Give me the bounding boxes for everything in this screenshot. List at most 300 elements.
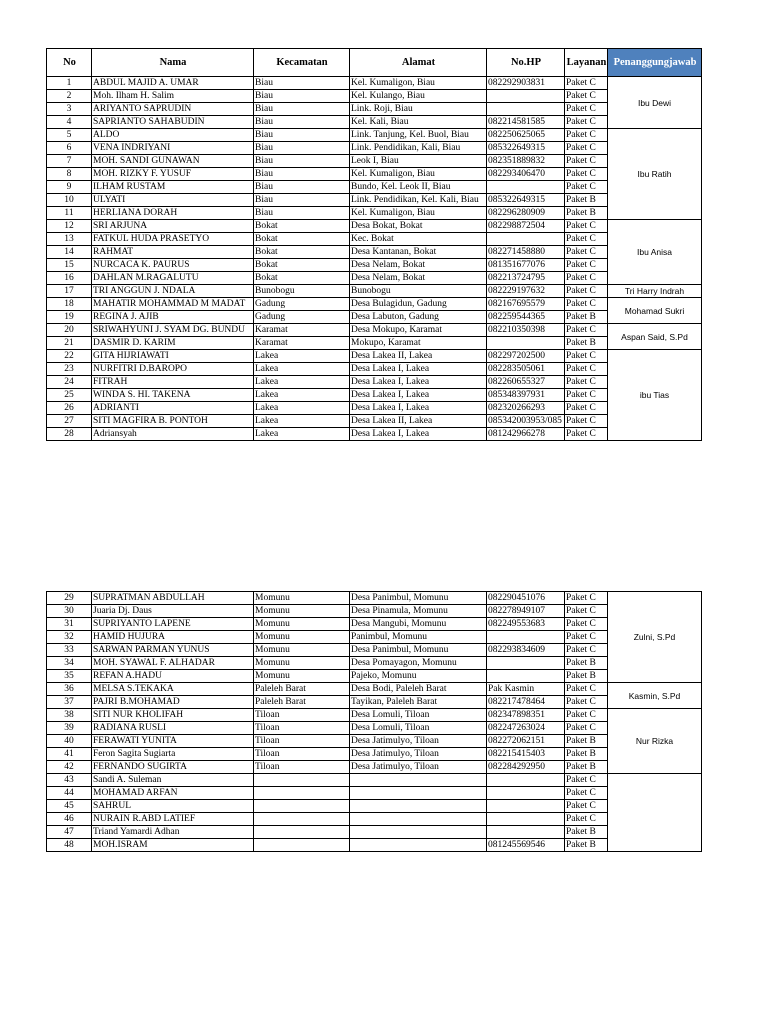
cell-layanan: Paket C [565,155,608,168]
table-row [47,168,702,181]
cell-kecamatan: Tiloan [254,748,350,761]
cell-penanggungjawab: Ibu Anisa [608,220,702,285]
cell-layanan: Paket C [565,696,608,709]
cell-kecamatan: Karamat [254,337,350,350]
cell-layanan: Paket C [565,402,608,415]
cell-kecamatan: Gadung [254,311,350,324]
cell-alamat: Bundo, Kel. Leok II, Biau [350,181,487,194]
table-row [47,800,702,813]
cell-no-hp: 082213724795 [487,272,565,285]
cell-no-hp: 082247263024 [487,722,565,735]
table-row [47,207,702,220]
table-row [47,246,702,259]
cell-nama: Adriansyah [92,428,254,441]
cell-kecamatan: Biau [254,103,350,116]
table-row [47,233,702,246]
cell-no: 3 [47,103,92,116]
cell-kecamatan: Lakea [254,415,350,428]
cell-no: 14 [47,246,92,259]
cell-no-hp: 082351889832 [487,155,565,168]
cell-layanan: Paket C [565,800,608,813]
cell-layanan: Paket C [565,644,608,657]
table-row [47,839,702,852]
cell-layanan: Paket C [565,415,608,428]
cell-no-hp [487,826,565,839]
cell-alamat [350,826,487,839]
cell-no: 5 [47,129,92,142]
cell-nama: SITI NUR KHOLIFAH [92,709,254,722]
cell-nama: SAPRIANTO SAHABUDIN [92,116,254,129]
cell-no: 23 [47,363,92,376]
cell-no-hp: 082250625065 [487,129,565,142]
cell-alamat: Desa Bulagidun, Gadung [350,298,487,311]
table-row [47,696,702,709]
cell-no-hp: 082217478464 [487,696,565,709]
cell-penanggungjawab: Ibu Dewi [608,77,702,129]
cell-no-hp: 082297202500 [487,350,565,363]
cell-penanggungjawab: Aspan Said, S.Pd [608,324,702,350]
cell-alamat: Kel. Kumaligon, Biau [350,168,487,181]
cell-no: 40 [47,735,92,748]
cell-no: 16 [47,272,92,285]
cell-alamat: Desa Mangubi, Momunu [350,618,487,631]
cell-layanan: Paket B [565,748,608,761]
cell-kecamatan: Biau [254,142,350,155]
table-row [47,220,702,233]
cell-no-hp: 082249553683 [487,618,565,631]
cell-layanan: Paket B [565,826,608,839]
cell-nama: TRI ANGGUN J. NDALA [92,285,254,298]
cell-no: 27 [47,415,92,428]
cell-alamat: Bunobogu [350,285,487,298]
cell-layanan: Paket C [565,259,608,272]
cell-kecamatan: Lakea [254,376,350,389]
cell-layanan: Paket C [565,363,608,376]
cell-nama: SITI MAGFIRA B. PONTOH [92,415,254,428]
cell-kecamatan: Biau [254,90,350,103]
cell-alamat: Kel. Kulango, Biau [350,90,487,103]
table-row [47,181,702,194]
cell-layanan: Paket C [565,605,608,618]
cell-nama: Triand Yamardi Adhan [92,826,254,839]
cell-no-hp: 082210350398 [487,324,565,337]
table-row [47,298,702,311]
cell-alamat: Desa Labuton, Gadung [350,311,487,324]
cell-nama: FITRAH [92,376,254,389]
table-row [47,363,702,376]
cell-layanan: Paket B [565,761,608,774]
cell-nama: DAHLAN M.RAGALUTU [92,272,254,285]
cell-no: 29 [47,592,92,605]
cell-no: 35 [47,670,92,683]
cell-no-hp [487,670,565,683]
table-row [47,644,702,657]
cell-no-hp [487,103,565,116]
header-penanggungjawab: Penanggungjawab [608,49,702,77]
cell-alamat [350,787,487,800]
cell-alamat: Desa Lakea II, Lakea [350,350,487,363]
cell-no: 33 [47,644,92,657]
cell-alamat: Desa Lakea I, Lakea [350,389,487,402]
cell-layanan: Paket C [565,631,608,644]
cell-kecamatan: Bokat [254,272,350,285]
cell-no: 30 [47,605,92,618]
cell-alamat: Desa Bokat, Bokat [350,220,487,233]
cell-kecamatan: Biau [254,207,350,220]
cell-layanan: Paket C [565,142,608,155]
cell-kecamatan: Tiloan [254,722,350,735]
cell-layanan: Paket C [565,324,608,337]
cell-layanan: Paket C [565,618,608,631]
table-row [47,402,702,415]
cell-no: 48 [47,839,92,852]
cell-nama: ADRIANTI [92,402,254,415]
participants-table-part-2 [46,591,702,852]
cell-kecamatan: Gadung [254,298,350,311]
cell-nama: MAHATIR MOHAMMAD M MADAT [92,298,254,311]
cell-alamat: Desa Lomuli, Tiloan [350,709,487,722]
cell-no: 21 [47,337,92,350]
cell-no: 8 [47,168,92,181]
cell-no-hp: 085322649315 [487,142,565,155]
cell-no: 17 [47,285,92,298]
cell-nama: VENA INDRIYANI [92,142,254,155]
cell-alamat: Kel. Kumaligon, Biau [350,207,487,220]
cell-no-hp [487,233,565,246]
cell-no-hp: 082214581585 [487,116,565,129]
header-kecamatan: Kecamatan [254,49,350,77]
cell-kecamatan [254,826,350,839]
cell-no-hp [487,657,565,670]
cell-kecamatan: Tiloan [254,761,350,774]
table-row [47,592,702,605]
cell-kecamatan: Bokat [254,246,350,259]
table-row [47,155,702,168]
table-row [47,415,702,428]
cell-nama: REGINA J. AJIB [92,311,254,324]
cell-alamat: Link. Tanjung, Kel. Buol, Biau [350,129,487,142]
cell-alamat: Desa Bodi, Paleleh Barat [350,683,487,696]
cell-alamat: Desa Lakea I, Lakea [350,376,487,389]
cell-layanan: Paket C [565,285,608,298]
cell-no-hp [487,813,565,826]
cell-kecamatan: Biau [254,168,350,181]
cell-kecamatan [254,787,350,800]
cell-kecamatan [254,839,350,852]
cell-alamat: Desa Lakea II, Lakea [350,415,487,428]
cell-alamat: Desa Jatimulyo, Tiloan [350,761,487,774]
cell-no-hp [487,631,565,644]
cell-no: 24 [47,376,92,389]
cell-layanan: Paket C [565,77,608,90]
cell-kecamatan: Paleleh Barat [254,683,350,696]
cell-layanan: Paket C [565,350,608,363]
cell-kecamatan: Momunu [254,644,350,657]
cell-layanan: Paket C [565,592,608,605]
cell-penanggungjawab: Ibu Ratih [608,129,702,220]
cell-no-hp: 082260655327 [487,376,565,389]
cell-nama: MOH. SYAWAL F. ALHADAR [92,657,254,670]
cell-layanan: Paket B [565,657,608,670]
cell-alamat: Mokupo, Karamat [350,337,487,350]
table-row [47,826,702,839]
cell-layanan: Paket B [565,839,608,852]
table-row [47,761,702,774]
cell-nama: GITA HIJRIAWATI [92,350,254,363]
table-row [47,311,702,324]
cell-no: 34 [47,657,92,670]
cell-no: 46 [47,813,92,826]
table-row [47,285,702,298]
cell-layanan: Paket B [565,311,608,324]
cell-no-hp: 082292903831 [487,77,565,90]
cell-no: 2 [47,90,92,103]
cell-no: 39 [47,722,92,735]
cell-nama: RAHMAT [92,246,254,259]
cell-nama: RADIANA RUSLI [92,722,254,735]
cell-kecamatan: Lakea [254,350,350,363]
cell-no: 9 [47,181,92,194]
cell-no-hp: 081351677076 [487,259,565,272]
cell-no-hp: 082290451076 [487,592,565,605]
cell-penanggungjawab: Zulni, S.Pd [608,592,702,683]
cell-nama: ULYATI [92,194,254,207]
cell-alamat: Desa Lomuli, Tiloan [350,722,487,735]
cell-nama: FATKUL HUDA PRASETYO [92,233,254,246]
table-row [47,787,702,800]
cell-layanan: Paket C [565,116,608,129]
cell-kecamatan: Momunu [254,670,350,683]
cell-no: 36 [47,683,92,696]
cell-no: 28 [47,428,92,441]
cell-no: 42 [47,761,92,774]
table-row [47,631,702,644]
cell-no-hp: 082298872504 [487,220,565,233]
table-row [47,337,702,350]
cell-nama: MOHAMAD ARFAN [92,787,254,800]
cell-nama: NURCACA K. PAURUS [92,259,254,272]
cell-kecamatan: Bokat [254,233,350,246]
cell-no: 25 [47,389,92,402]
cell-nama: ABDUL MAJID A. UMAR [92,77,254,90]
cell-layanan: Paket B [565,735,608,748]
participants-table-part-1 [46,48,702,441]
cell-no: 45 [47,800,92,813]
cell-alamat: Kel. Kumaligon, Biau [350,77,487,90]
cell-kecamatan: Lakea [254,363,350,376]
cell-alamat: Desa Lakea I, Lakea [350,363,487,376]
cell-kecamatan: Biau [254,181,350,194]
table-row [47,670,702,683]
cell-layanan: Paket C [565,722,608,735]
table-row [47,605,702,618]
cell-alamat: Desa Mokupo, Karamat [350,324,487,337]
cell-no-hp [487,337,565,350]
cell-no-hp: 082259544365 [487,311,565,324]
table-row [47,735,702,748]
cell-nama: WINDA S. HI. TAKENA [92,389,254,402]
cell-nama: MOH.ISRAM [92,839,254,852]
cell-layanan: Paket C [565,774,608,787]
cell-no-hp: 082215415403 [487,748,565,761]
cell-penanggungjawab: Kasmin, S.Pd [608,683,702,709]
cell-layanan: Paket C [565,376,608,389]
cell-layanan: Paket C [565,813,608,826]
cell-no-hp: 082278949107 [487,605,565,618]
cell-no-hp: 082347898351 [487,709,565,722]
header-layanan: Layanan [565,49,608,77]
cell-kecamatan: Paleleh Barat [254,696,350,709]
cell-kecamatan: Biau [254,116,350,129]
cell-kecamatan: Karamat [254,324,350,337]
table-row [47,774,702,787]
table-row [47,129,702,142]
table-row [47,428,702,441]
cell-no: 15 [47,259,92,272]
cell-layanan: Paket C [565,103,608,116]
cell-nama: HAMID HUJURA [92,631,254,644]
table-row [47,259,702,272]
cell-kecamatan: Momunu [254,605,350,618]
cell-nama: PAJRI B.MOHAMAD [92,696,254,709]
cell-alamat: Link. Pendidikan, Kel. Kali, Biau [350,194,487,207]
cell-layanan: Paket C [565,246,608,259]
cell-no: 1 [47,77,92,90]
table-row [47,90,702,103]
cell-no: 7 [47,155,92,168]
cell-alamat [350,800,487,813]
cell-alamat: Desa Kantanan, Bokat [350,246,487,259]
cell-kecamatan: Bunobogu [254,285,350,298]
cell-no: 44 [47,787,92,800]
table-row [47,350,702,363]
cell-no-hp [487,787,565,800]
cell-kecamatan: Momunu [254,657,350,670]
cell-penanggungjawab: Nur Rizka [608,709,702,774]
table-row [47,722,702,735]
cell-penanggungjawab: Mohamad Sukri [608,298,702,324]
cell-no: 6 [47,142,92,155]
cell-layanan: Paket B [565,670,608,683]
cell-kecamatan: Lakea [254,389,350,402]
cell-no: 32 [47,631,92,644]
cell-nama: MOH. SANDI GUNAWAN [92,155,254,168]
cell-alamat: Desa Pomayagon, Momunu [350,657,487,670]
cell-no-hp [487,774,565,787]
cell-no: 47 [47,826,92,839]
cell-layanan: Paket B [565,194,608,207]
cell-nama: ARIYANTO SAPRUDIN [92,103,254,116]
cell-no: 38 [47,709,92,722]
cell-no: 20 [47,324,92,337]
header-no-hp: No.HP [487,49,565,77]
cell-penanggungjawab [608,774,702,852]
cell-kecamatan: Lakea [254,402,350,415]
cell-layanan: Paket C [565,181,608,194]
cell-no: 18 [47,298,92,311]
cell-layanan: Paket C [565,129,608,142]
cell-no-hp [487,181,565,194]
cell-alamat [350,813,487,826]
cell-layanan: Paket C [565,389,608,402]
cell-no-hp: 082272062151 [487,735,565,748]
cell-kecamatan: Biau [254,77,350,90]
cell-nama: MELSA S.TEKAKA [92,683,254,696]
cell-kecamatan [254,774,350,787]
cell-layanan: Paket C [565,683,608,696]
cell-no-hp: 082271458880 [487,246,565,259]
cell-no-hp: 082229197632 [487,285,565,298]
cell-nama: Sandi A. Suleman [92,774,254,787]
cell-no: 22 [47,350,92,363]
cell-no: 11 [47,207,92,220]
cell-alamat: Desa Nelam, Bokat [350,259,487,272]
cell-no: 19 [47,311,92,324]
table-row [47,103,702,116]
cell-kecamatan: Momunu [254,592,350,605]
cell-nama: ILHAM RUSTAM [92,181,254,194]
table-row [47,376,702,389]
cell-nama: NURFITRI D.BAROPO [92,363,254,376]
cell-nama: MOH. RIZKY F. YUSUF [92,168,254,181]
cell-alamat: Desa Pinamula, Momunu [350,605,487,618]
cell-no-hp: 085342003953/085 [487,415,565,428]
cell-kecamatan: Bokat [254,220,350,233]
cell-no: 12 [47,220,92,233]
table-row [47,142,702,155]
cell-layanan: Paket C [565,90,608,103]
cell-alamat: Link. Roji, Biau [350,103,487,116]
header-nama: Nama [92,49,254,77]
cell-nama: HERLIANA DORAH [92,207,254,220]
cell-no-hp: 085322649315 [487,194,565,207]
cell-alamat: Desa Lakea I, Lakea [350,402,487,415]
cell-no-hp: 082284292950 [487,761,565,774]
cell-no: 13 [47,233,92,246]
cell-kecamatan: Momunu [254,618,350,631]
cell-alamat: Desa Jatimulyo, Tiloan [350,735,487,748]
cell-alamat: Desa Lakea I, Lakea [350,428,487,441]
cell-alamat: Pajeko, Momunu [350,670,487,683]
cell-no: 37 [47,696,92,709]
cell-nama: ALDO [92,129,254,142]
header-alamat: Alamat [350,49,487,77]
cell-nama: SRIWAHYUNI J. SYAM DG. BUNDU [92,324,254,337]
cell-no-hp: 082167695579 [487,298,565,311]
table-row [47,748,702,761]
cell-no: 41 [47,748,92,761]
cell-nama: SUPRIYANTO LAPENE [92,618,254,631]
cell-nama: NURAIN R.ABD LATIEF [92,813,254,826]
cell-no-hp: 082293406470 [487,168,565,181]
cell-layanan: Paket C [565,220,608,233]
cell-no-hp: 081245569546 [487,839,565,852]
cell-layanan: Paket C [565,428,608,441]
table-row [47,77,702,90]
cell-no: 10 [47,194,92,207]
cell-nama: SAHRUL [92,800,254,813]
cell-nama: Feron Sagita Sugiarta [92,748,254,761]
cell-alamat: Panimbul, Momunu [350,631,487,644]
cell-kecamatan: Tiloan [254,735,350,748]
table-row [47,618,702,631]
cell-kecamatan: Bokat [254,259,350,272]
cell-nama: SARWAN PARMAN YUNUS [92,644,254,657]
cell-kecamatan: Biau [254,194,350,207]
cell-nama: SRI ARJUNA [92,220,254,233]
cell-alamat: Kec. Bokat [350,233,487,246]
cell-alamat: Leok I, Biau [350,155,487,168]
